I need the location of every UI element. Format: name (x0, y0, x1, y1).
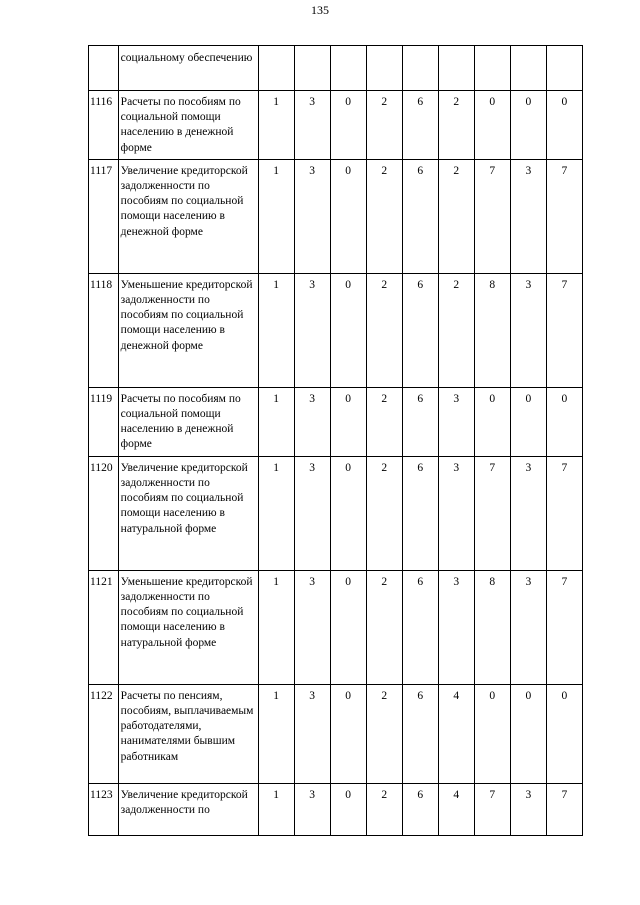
row-digit-8: 0 (510, 684, 546, 783)
row-digit-9: 7 (546, 783, 582, 835)
row-digit-5: 6 (402, 684, 438, 783)
row-digit-2: 3 (294, 91, 330, 160)
row-digit-1: 1 (258, 387, 294, 456)
row-digit-4: 2 (366, 783, 402, 835)
row-digit-7: 8 (474, 570, 510, 684)
row-digit-6: 2 (438, 91, 474, 160)
row-digit-1: 1 (258, 684, 294, 783)
row-digit-7: 7 (474, 456, 510, 570)
row-digit-3: 0 (330, 91, 366, 160)
row-name: Расчеты по пенсиям, пособиям, выплачиваемым работодателями, нанимателями бывшим работникам (118, 684, 258, 783)
row-digit-4: 2 (366, 273, 402, 387)
row-digit-1: 1 (258, 783, 294, 835)
row-digit-7: 7 (474, 159, 510, 273)
row-digit-8: 3 (510, 570, 546, 684)
row-digit-3: 0 (330, 387, 366, 456)
row-name: Расчеты по пособиям по социальной помощи населению в денежной форме (118, 387, 258, 456)
row-digit-3: 0 (330, 159, 366, 273)
row-code: 1118 (89, 273, 119, 387)
row-digit-9: 7 (546, 273, 582, 387)
row-digit-5: 6 (402, 783, 438, 835)
row-digit-9 (546, 46, 582, 91)
row-digit-4: 2 (366, 159, 402, 273)
row-digit-2: 3 (294, 783, 330, 835)
row-digit-8: 3 (510, 456, 546, 570)
row-name: социальному обеспечению (118, 46, 258, 91)
row-digit-4: 2 (366, 456, 402, 570)
row-name: Увеличение кредиторской задолженности по (118, 783, 258, 835)
row-digit-7: 7 (474, 783, 510, 835)
row-code: 1123 (89, 783, 119, 835)
table-row (89, 783, 583, 835)
row-digit-1: 1 (258, 159, 294, 273)
row-digit-3: 0 (330, 783, 366, 835)
row-digit-8 (510, 46, 546, 91)
row-digit-6: 3 (438, 570, 474, 684)
row-digit-2: 3 (294, 684, 330, 783)
row-code: 1120 (89, 456, 119, 570)
table-row (89, 387, 583, 456)
row-digit-6: 2 (438, 273, 474, 387)
row-digit-4: 2 (366, 570, 402, 684)
row-digit-6: 3 (438, 387, 474, 456)
row-digit-8: 3 (510, 159, 546, 273)
row-digit-7: 8 (474, 273, 510, 387)
row-name: Уменьшение кредиторской задолженности по пособиям по социальной помощи населению в натуральной форме (118, 570, 258, 684)
row-name: Уменьшение кредиторской задолженности по пособиям по социальной помощи населению в денежной форме (118, 273, 258, 387)
row-digit-4: 2 (366, 684, 402, 783)
row-digit-9: 7 (546, 159, 582, 273)
accounts-table (88, 45, 583, 836)
row-digit-5: 6 (402, 456, 438, 570)
row-name: Увеличение кредиторской задолженности по пособиям по социальной помощи населению в денежной форме (118, 159, 258, 273)
table-row (89, 46, 583, 91)
table-row (89, 273, 583, 387)
table-row (89, 570, 583, 684)
row-digit-7 (474, 46, 510, 91)
row-digit-2: 3 (294, 159, 330, 273)
row-code: 1122 (89, 684, 119, 783)
page-number: 135 (311, 3, 329, 17)
row-code: 1117 (89, 159, 119, 273)
row-digit-9: 0 (546, 91, 582, 160)
table-row (89, 159, 583, 273)
row-digit-4 (366, 46, 402, 91)
row-digit-8: 0 (510, 387, 546, 456)
row-digit-6: 2 (438, 159, 474, 273)
row-digit-5: 6 (402, 91, 438, 160)
row-digit-7: 0 (474, 387, 510, 456)
table-row (89, 91, 583, 160)
row-name: Расчеты по пособиям по социальной помощи населению в денежной форме (118, 91, 258, 160)
row-code: 1121 (89, 570, 119, 684)
row-digit-2: 3 (294, 456, 330, 570)
row-digit-4: 2 (366, 387, 402, 456)
row-code (89, 46, 119, 91)
row-digit-1: 1 (258, 456, 294, 570)
row-digit-2: 3 (294, 273, 330, 387)
row-digit-5: 6 (402, 570, 438, 684)
row-digit-5: 6 (402, 159, 438, 273)
row-digit-9: 0 (546, 387, 582, 456)
table-row (89, 456, 583, 570)
row-digit-3 (330, 46, 366, 91)
row-code: 1116 (89, 91, 119, 160)
table-row (89, 684, 583, 783)
row-name: Увеличение кредиторской задолженности по пособиям по социальной помощи населению в натуральной форме (118, 456, 258, 570)
row-digit-1: 1 (258, 273, 294, 387)
row-digit-3: 0 (330, 456, 366, 570)
row-digit-4: 2 (366, 91, 402, 160)
row-digit-2: 3 (294, 570, 330, 684)
row-digit-1: 1 (258, 570, 294, 684)
row-digit-3: 0 (330, 273, 366, 387)
row-digit-6: 3 (438, 456, 474, 570)
row-digit-1: 1 (258, 91, 294, 160)
row-digit-2: 3 (294, 387, 330, 456)
row-digit-9: 0 (546, 684, 582, 783)
row-digit-5: 6 (402, 273, 438, 387)
row-digit-9: 7 (546, 570, 582, 684)
row-digit-5 (402, 46, 438, 91)
row-code: 1119 (89, 387, 119, 456)
row-digit-6: 4 (438, 684, 474, 783)
row-digit-8: 3 (510, 273, 546, 387)
row-digit-5: 6 (402, 387, 438, 456)
row-digit-6 (438, 46, 474, 91)
row-digit-7: 0 (474, 684, 510, 783)
row-digit-8: 3 (510, 783, 546, 835)
row-digit-3: 0 (330, 570, 366, 684)
row-digit-7: 0 (474, 91, 510, 160)
row-digit-6: 4 (438, 783, 474, 835)
row-digit-2 (294, 46, 330, 91)
row-digit-3: 0 (330, 684, 366, 783)
row-digit-8: 0 (510, 91, 546, 160)
row-digit-9: 7 (546, 456, 582, 570)
row-digit-1 (258, 46, 294, 91)
